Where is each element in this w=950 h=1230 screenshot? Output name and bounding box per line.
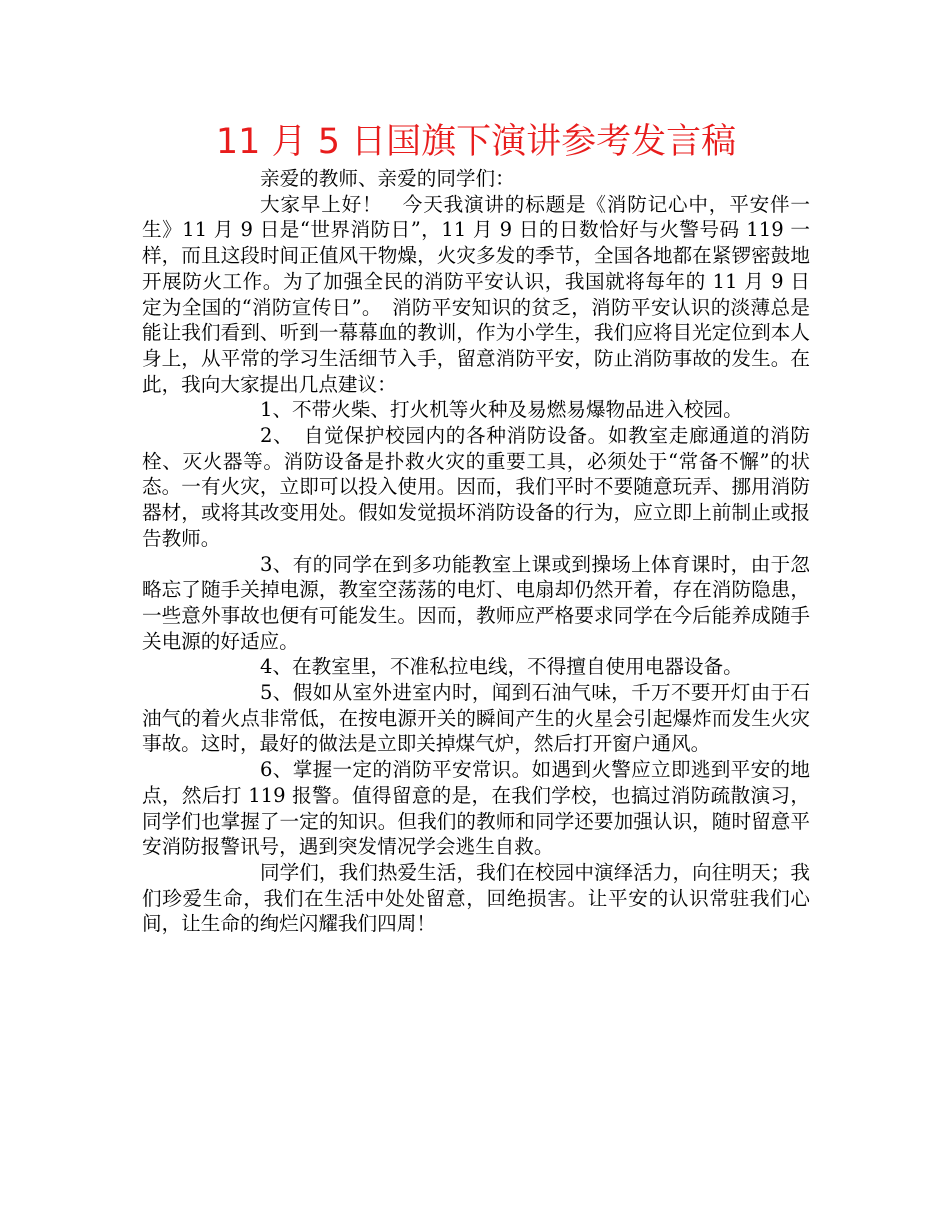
- document-title: 11 月 5 日国旗下演讲参考发言稿: [215, 122, 737, 162]
- greeting-paragraph: 亲爱的教师、亲爱的同学们：: [260, 167, 515, 190]
- closing-paragraph: 同学们，我们热爱生活，我们在校园中演绎活力，向往明天；我们珍爱生命，我们在生活中处处留意，回绝损害。让平安的认识常驻我们心间，让生命的绚烂闪耀我们四周！: [142, 860, 810, 936]
- intro-paragraph: 大家早上好！ 今天我演讲的标题是《消防记心中，平安伴一生》11 月 9 日是“世界消防日”，11 月 9 日的日数恰好与火警号码 119 一样，而且这段时间正值风干物燥，火灾多发的季节，全国各地都在紧锣密鼓地开展防火工作。为了加强全民的消防平安认识，我国就将每年的 11 月 9 日定为全国的“消防宣传日”。 消防平安知识的贫乏，消防平安认识的淡薄总是能让我们看到、听到一幕幕血的教训，作为小学生，我们应将目光定位到本人身上，从平常的学习生活细节入手，留意消防平安，防止消防事故的发生。在此，我向大家提出几点建议：: [142, 192, 810, 396]
- suggestion-6-paragraph: 6、掌握一定的消防平安常识。如遇到火警应立即逃到平安的地点，然后打 119 报警。值得留意的是，在我们学校，也搞过消防疏散演习，同学们也掌握了一定的知识。但我们的教师和同学还要加强认识，随时留意平安消防报警讯号，遇到突发情况学会逃生自救。: [142, 758, 810, 859]
- suggestion-4-paragraph: 4、在教室里，不准私拉电线，不得擅自使用电器设备。: [260, 655, 743, 679]
- suggestion-2-paragraph: 2、 自觉保护校园内的各种消防设备。如教室走廊通道的消防栓、灭火器等。消防设备是扑救火灾的重要工具，必须处于“常备不懈”的状态。一有火灾，立即可以投入使用。因而，我们平时不要随意玩弄、挪用消防器材，或将其改变用处。假如发觉损坏消防设备的行为，应立即上前制止或报告教师。: [142, 424, 810, 550]
- suggestion-5-paragraph: 5、假如从室外进室内时，闻到石油气味，千万不要开灯由于石油气的着火点非常低，在按电源开关的瞬间产生的火星会引起爆炸而发生火灾事故。这时，最好的做法是立即关掉煤气炉，然后打开窗户通风。: [142, 681, 810, 756]
- suggestion-1-paragraph: 1、不带火柴、打火机等火种及易燃易爆物品进入校园。: [260, 398, 743, 422]
- document-body: [142, 166, 810, 937]
- document-page: [142, 118, 810, 937]
- suggestion-3-paragraph: 3、有的同学在到多功能教室上课或到操场上体育课时，由于忽略忘了随手关掉电源，教室空荡荡的电灯、电扇却仍然开着，存在消防隐患，一些意外事故也便有可能发生。因而，教师应严格要求同学在今后能养成随手关电源的好适应。: [142, 552, 810, 653]
